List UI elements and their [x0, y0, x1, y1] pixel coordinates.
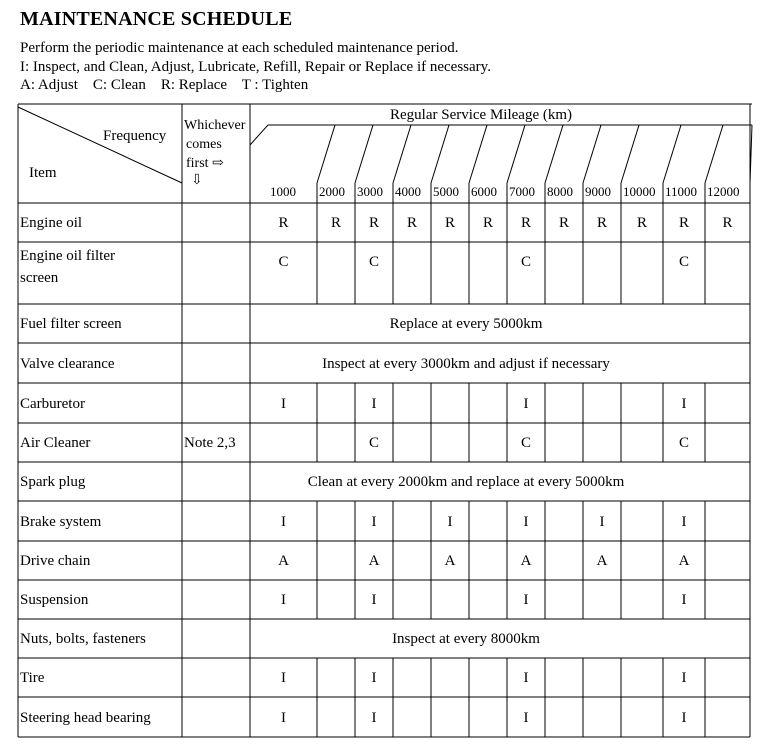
- header-mileage-title: Regular Service Mileage (km): [390, 107, 573, 123]
- schedule-mark: R: [368, 215, 379, 231]
- mileage-label: 2000: [319, 184, 345, 199]
- schedule-mark: R: [636, 215, 647, 231]
- mileage-label: 12000: [707, 184, 740, 199]
- schedule-mark: C: [278, 254, 289, 270]
- schedule-mark: A: [520, 553, 532, 569]
- grid-mileage-header-slant: [583, 125, 601, 183]
- row-span-text: Clean at every 2000km and replace at every 5000km: [307, 474, 625, 490]
- schedule-mark: I: [599, 513, 605, 530]
- schedule-mark: I: [681, 709, 687, 726]
- schedule-mark: I: [281, 395, 286, 412]
- header-whichever-3: first ⇨: [186, 156, 224, 171]
- header-down-arrow-icon: ⇩: [191, 173, 203, 188]
- schedule-mark: I: [371, 709, 377, 726]
- row-span-text: Inspect at every 8000km: [392, 631, 540, 647]
- row-item-label: Suspension: [20, 592, 89, 608]
- schedule-mark: R: [330, 215, 341, 231]
- grid-mileage-header-slant: [355, 125, 373, 183]
- row-item-label: Steering head bearing: [20, 709, 151, 726]
- schedule-mark: I: [681, 670, 687, 686]
- row-item-label: Air Cleaner: [20, 435, 91, 451]
- schedule-mark: R: [558, 215, 569, 231]
- schedule-mark: I: [523, 513, 529, 530]
- grid-mileage-header-slant: [469, 125, 487, 183]
- mileage-label: 10000: [623, 184, 656, 199]
- grid-mileage-header-slant: [705, 125, 723, 183]
- grid-mileage-header-slant: [431, 125, 449, 183]
- mileage-label: 4000: [395, 184, 421, 199]
- schedule-mark: I: [371, 670, 377, 686]
- schedule-mark: C: [520, 254, 531, 270]
- grid-mileage-header-slant: [663, 125, 681, 183]
- schedule-mark: C: [368, 435, 379, 451]
- grid-mileage-header-slant: [621, 125, 639, 183]
- schedule-mark: R: [406, 215, 417, 231]
- schedule-mark: I: [281, 592, 286, 608]
- schedule-mark: R: [722, 215, 733, 231]
- schedule-mark: C: [520, 435, 531, 451]
- row-item-label: Valve clearance: [20, 355, 115, 372]
- intro-line-legend-inspect: I: Inspect, and Clean, Adjust, Lubricate, Refill, Repair or Replace if necessary.: [20, 59, 491, 75]
- row-item-label: Drive chain: [20, 553, 91, 569]
- schedule-mark: I: [447, 513, 453, 530]
- schedule-mark: R: [482, 215, 493, 231]
- grid-mileage-header-slant: [393, 125, 411, 183]
- intro-line-purpose: Perform the periodic maintenance at each scheduled maintenance period.: [20, 40, 459, 56]
- page-title: MAINTENANCE SCHEDULE: [20, 8, 293, 30]
- schedule-mark: A: [596, 553, 608, 569]
- schedule-mark: A: [678, 553, 690, 569]
- schedule-mark: I: [681, 395, 687, 412]
- schedule-mark: I: [281, 709, 286, 726]
- grid-mileage-header-slant: [545, 125, 563, 183]
- mileage-label: 9000: [585, 184, 611, 199]
- mileage-label: 11000: [665, 184, 698, 199]
- header-whichever-1: Whichever: [184, 118, 246, 133]
- schedule-mark: I: [281, 670, 286, 686]
- row-span-text: Inspect at every 3000km and adjust if necessary: [322, 355, 610, 372]
- schedule-mark: I: [523, 395, 529, 412]
- row-item-label: Fuel filter screen: [20, 316, 122, 332]
- header-whichever-2: comes: [186, 137, 222, 152]
- schedule-mark: I: [681, 513, 687, 530]
- row-item-label: screen: [20, 270, 59, 286]
- schedule-mark: I: [681, 592, 687, 608]
- schedule-mark: R: [596, 215, 607, 231]
- row-item-label: Engine oil: [20, 215, 83, 231]
- schedule-mark: I: [523, 592, 529, 608]
- schedule-mark: I: [281, 513, 286, 530]
- schedule-mark: A: [444, 553, 456, 569]
- row-note: Note 2,3: [184, 435, 236, 451]
- header-frequency: Frequency: [103, 128, 167, 144]
- schedule-mark: I: [371, 513, 377, 530]
- schedule-mark: R: [444, 215, 455, 231]
- mileage-label: 8000: [547, 184, 573, 199]
- schedule-mark: C: [678, 435, 689, 451]
- mileage-label: 6000: [471, 184, 497, 199]
- intro-line-legend-codes: A: Adjust C: Clean R: Replace T : Tighten: [20, 77, 309, 93]
- schedule-mark: R: [678, 215, 689, 231]
- mileage-label: 1000: [270, 184, 296, 199]
- schedule-mark: I: [523, 670, 529, 686]
- schedule-mark: I: [371, 592, 377, 608]
- schedule-mark: R: [520, 215, 531, 231]
- row-span-text: Replace at every 5000km: [389, 316, 543, 332]
- row-item-label: Carburetor: [20, 395, 85, 412]
- mileage-label: 5000: [433, 184, 459, 199]
- grid-mileage-header-slant: [507, 125, 525, 183]
- schedule-mark: I: [371, 395, 377, 412]
- grid-header-slant: [250, 125, 268, 145]
- row-item-label: Engine oil filter: [20, 248, 115, 264]
- header-item: Item: [29, 165, 57, 181]
- schedule-mark: A: [278, 553, 289, 569]
- schedule-mark: R: [278, 215, 289, 231]
- schedule-mark: A: [368, 553, 380, 569]
- schedule-mark: C: [368, 254, 379, 270]
- mileage-label: 7000: [509, 184, 535, 199]
- schedule-mark: I: [523, 709, 529, 726]
- row-item-label: Tire: [20, 670, 45, 686]
- grid-mileage-header-slant: [317, 125, 335, 183]
- row-item-label: Brake system: [20, 513, 102, 530]
- row-item-label: Spark plug: [20, 474, 86, 490]
- row-item-label: Nuts, bolts, fasteners: [20, 631, 146, 647]
- schedule-mark: C: [678, 254, 689, 270]
- mileage-label: 3000: [357, 184, 383, 199]
